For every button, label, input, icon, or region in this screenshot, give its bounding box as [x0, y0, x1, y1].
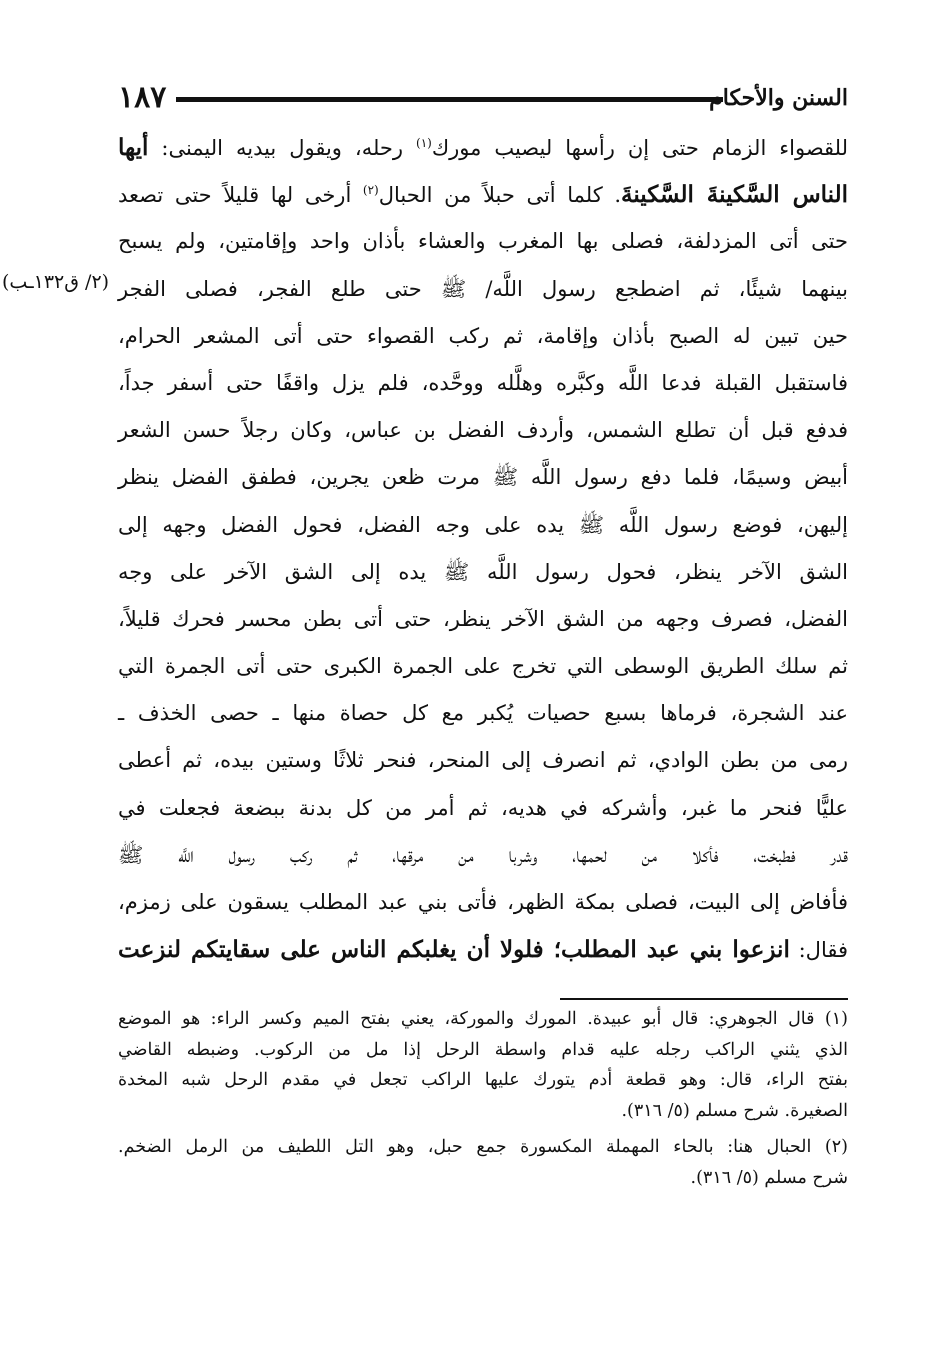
margin-manuscript-reference: (٢/ ق١٣٢ـب) [2, 271, 110, 293]
text-segment: فقال: [789, 938, 848, 963]
bold-quote: الناس السَّكينةَ السَّكينةَ [621, 181, 849, 209]
text-line: عليًّا فنحر ما غبر، وأشركه في هديه، ثم أمر من كل بدنة ببضعة فجعلت في [118, 795, 848, 820]
text-line: فاستقبل القبلة فدعا اللَّه وكبَّره وهلَّله ووحَّده، فلم يزل واقفًا حتى أسفر جداً، [118, 370, 848, 395]
text-line [118, 124, 848, 171]
text-line: الفضل، فصرف وجهه من الشق الآخر ينظر، حتى أتى بطن محسر فحرك قليلاً، [118, 606, 848, 631]
footnote-rule [560, 998, 848, 1000]
text-line [118, 171, 848, 218]
text-line: عند الشجرة، فرماها بسبع حصيات يُكبر مع كل حصاة منها ـ حصى الخذف ـ [118, 701, 848, 726]
text-segment: . كلما أتى حبلاً من الحبال [378, 183, 622, 208]
text-line [118, 926, 848, 973]
footnote-marker: (١) [416, 136, 432, 150]
text-line: فدفع قبل أن تطلع الشمس، وأردف الفضل بن عباس، وكان رجلاً حسن الشعر [118, 418, 848, 443]
text-line: الشق الآخر ينظر، فحول رسول اللَّه ﷺ يده إلى الشق الآخر على وجه [118, 559, 848, 584]
text-line: قدر فطبخت، فأكلا من لحمها، وشربا من مرقها، ثم ركب رسول اللَّه ﷺ [118, 842, 848, 867]
bold-quote: أيها [118, 134, 149, 161]
text-segment: للقصواء الزمام حتى إن رأسها ليصيب مورك [431, 136, 848, 160]
text-line: إليهن، فوضع رسول اللَّه ﷺ يده على وجه الفضل، فحول الفضل وجهه إلى [118, 512, 848, 537]
footnote-marker: (٢) [362, 183, 379, 198]
footnote-line: الصغيرة. شرح مسلم (٥/ ٣١٦). [621, 1100, 848, 1121]
text-line: حتى أتى المزدلفة، فصلى بها المغرب والعشاء بأذان واحد وإقامتين، ولم يسبح [118, 229, 848, 254]
footnotes [118, 1004, 848, 1193]
text-line: حين تبين له الصبح بأذان وإقامة، ثم ركب القصواء حتى أتى المشعر الحرام، [118, 323, 848, 348]
text-line: رمى من بطن الوادي، ثم انصرف إلى المنحر، فنحر ثلاثًا وستين بيده، ثم أعطى [118, 748, 848, 773]
text-segment: أرخى لها قليلاً حتى تصعد [118, 183, 363, 208]
page-number: ١٨٧ [118, 80, 167, 115]
main-text [118, 124, 848, 973]
text-segment: رحله، ويقول بيديه اليمنى: [148, 136, 416, 160]
text-line: أبيض وسيمًا، فلما دفع رسول اللَّه ﷺ مرت ظعن يجرين، فطفق الفضل ينظر [118, 465, 848, 490]
text-line: فأفاض إلى البيت، فصلى بمكة الظهر، فأتى بني عبد المطلب يسقون على زمزم، [118, 890, 848, 914]
bold-quote: انزعوا بني عبد المطلب؛ فلولا أن يغلبكم الناس على سقايتكم لنزعت [118, 936, 790, 964]
text-line: بينهما شيئًا، ثم اضطجع رسول اللَّه/ ﷺ حتى طلع الفجر، فصلى الفجر [118, 276, 848, 301]
footnote-line: بفتح الراء، قال: وهو قطعة أدم يتورك عليها الراكب تجعل في مقدم الرحل شبه المخدة [118, 1070, 848, 1090]
footnote-line: (٢) الحبال هنا: بالحاء المهملة المكسورة جمع حبل، وهو التل اللطيف من الرمل الضخم. [118, 1137, 848, 1157]
footnote-line: الذي يثني الراكب رجله عليه قدام واسطة الرحل إذا مل من الركوب. وضبطه القاضي [118, 1039, 848, 1060]
page-header [118, 80, 848, 116]
footnote-line: شرح مسلم (٥/ ٣١٦). [690, 1167, 848, 1188]
footnote-line: (١) قال الجوهري: قال أبو عبيدة. المورك والموركة، يعني بفتح الميم وكسر الراء: هو الموضع [118, 1009, 848, 1029]
header-rule [176, 97, 723, 102]
running-title: السنن والأحكام [709, 85, 848, 111]
text-line: ثم سلك الطريق الوسطى التي تخرج على الجمرة الكبرى حتى أتى الجمرة التي [118, 654, 848, 679]
